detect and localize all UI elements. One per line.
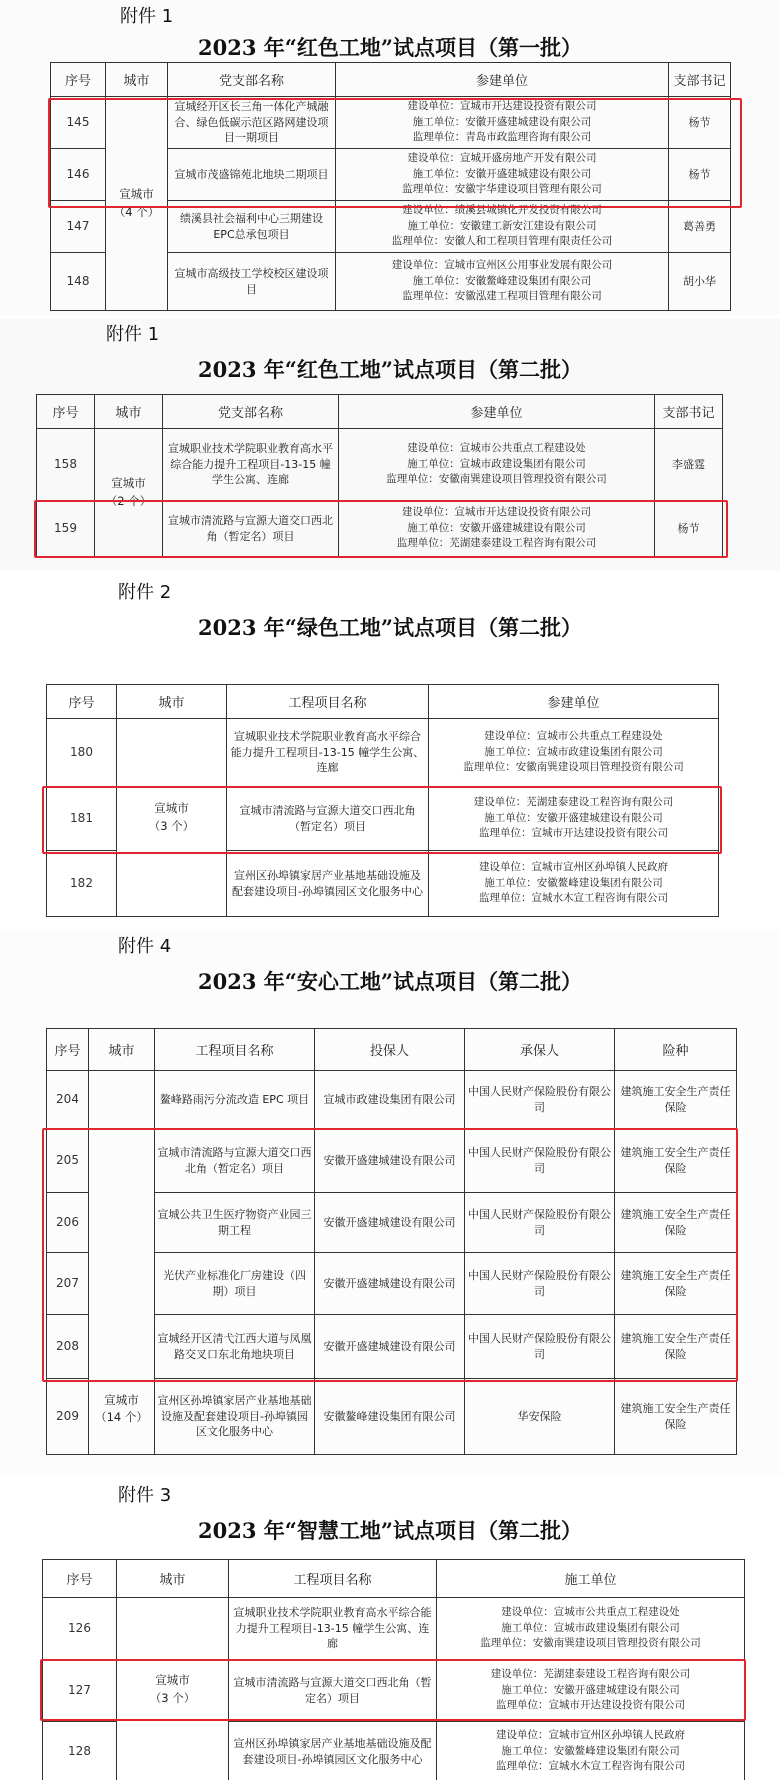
row-no: 209 xyxy=(47,1379,89,1455)
city-count: （3 个） xyxy=(149,1690,196,1705)
header-branch-name: 党支部名称 xyxy=(163,395,339,429)
row-no: 182 xyxy=(47,851,117,917)
row-no: 127 xyxy=(43,1660,117,1722)
section-safe-site-batch-2 xyxy=(0,930,780,1475)
row-name: 宣城职业技术学院职业教育高水平综合能力提升工程项目-13-15 幢学生公寓、连廊 xyxy=(229,1598,437,1660)
city-count: （14 个） xyxy=(95,1409,148,1424)
row-insured: 宣城市政建设集团有限公司 xyxy=(315,1071,465,1129)
table-row xyxy=(47,1071,737,1129)
row-secretary: 李盛霆 xyxy=(655,429,723,501)
section-title: 2023 年“安心工地”试点项目（第二批） xyxy=(198,969,582,994)
row-name: 宣城职业技术学院职业教育高水平综合能力提升工程项目-13-15 幢学生公寓、连廊 xyxy=(163,429,339,501)
row-insurer: 中国人民财产保险股份有限公司 xyxy=(465,1129,615,1193)
row-no: 145 xyxy=(51,97,106,149)
header-city: 城市 xyxy=(117,685,227,719)
row-secretary: 胡小华 xyxy=(669,253,731,311)
table-row xyxy=(37,429,723,501)
city-cell xyxy=(117,719,227,917)
row-no: 181 xyxy=(47,787,117,851)
row-insurance-type: 建筑施工安全生产责任保险 xyxy=(615,1379,737,1455)
city-count: （3 个） xyxy=(148,818,195,833)
row-insured: 安徽开盛建城建设有限公司 xyxy=(315,1193,465,1253)
row-insurance-type: 建筑施工安全生产责任保险 xyxy=(615,1253,737,1315)
row-insurer: 中国人民财产保险股份有限公司 xyxy=(465,1315,615,1379)
row-secretary: 杨节 xyxy=(655,501,723,557)
row-name: 宣州区孙埠镇家居产业基地基础设施及配套建设项目-孙埠镇园区文化服务中心 xyxy=(155,1379,315,1455)
row-name: 宣城经开区长三角一体化产城融合、绿色低碳示范区路网建设项目一期项目 xyxy=(168,97,336,149)
row-name: 宣城职业技术学院职业教育高水平综合能力提升工程项目-13-15 幢学生公寓、连廊 xyxy=(227,719,429,787)
row-insured: 安徽鳌峰建设集团有限公司 xyxy=(315,1379,465,1455)
header-insurance-type: 险种 xyxy=(615,1029,737,1071)
row-no: 147 xyxy=(51,201,106,253)
row-no: 128 xyxy=(43,1722,117,1780)
row-units: 建设单位：宣城市宣州区孙埠镇人民政府 施工单位：安徽鳌峰建设集团有限公司 监理单位：宣城水木宣工程咨询有限公司 xyxy=(429,851,719,917)
row-name: 宣城市清流路与宣源大道交口西北角（暂定名）项目 xyxy=(229,1660,437,1722)
header-units: 参建单位 xyxy=(336,63,669,97)
header-no: 序号 xyxy=(37,395,95,429)
header-contractor: 施工单位 xyxy=(437,1560,745,1598)
row-units: 建设单位：宣城市宣州区公用事业发展有限公司 施工单位：安徽鳌峰建设集团有限公司 监理单位：安徽泓建工程项目管理有限公司 xyxy=(336,253,669,311)
header-branch-name: 党支部名称 xyxy=(168,63,336,97)
row-name: 绩溪县社会福利中心三期建设EPC总承包项目 xyxy=(168,201,336,253)
city-name: 宣城市 xyxy=(119,187,154,202)
header-city: 城市 xyxy=(89,1029,155,1071)
header-no: 序号 xyxy=(47,1029,89,1071)
city-name: 宣城市 xyxy=(104,1392,139,1407)
city-cell xyxy=(95,429,163,557)
row-name: 宣城公共卫生医疗物资产业园三期工程 xyxy=(155,1193,315,1253)
table-row xyxy=(47,719,719,787)
row-name: 宣州区孙埠镇家居产业基地基础设施及配套建设项目-孙埠镇园区文化服务中心 xyxy=(227,851,429,917)
row-insurance-type: 建筑施工安全生产责任保险 xyxy=(615,1129,737,1193)
row-name: 宣城市清流路与宣源大道交口西北角（暂定名）项目 xyxy=(227,787,429,851)
row-name: 宣城市高级技工学校校区建设项目 xyxy=(168,253,336,311)
city-count: （2 个） xyxy=(105,493,152,508)
row-name: 光伏产业标准化厂房建设（四期）项目 xyxy=(155,1253,315,1315)
row-insurer: 中国人民财产保险股份有限公司 xyxy=(465,1193,615,1253)
row-no: 146 xyxy=(51,149,106,201)
city-cell xyxy=(89,1071,155,1455)
header-insurer: 承保人 xyxy=(465,1029,615,1071)
row-units: 建设单位：宣城市公共重点工程建设处 施工单位：宣城市政建设集团有限公司 监理单位：安徽南巽建设项目管理投资有限公司 xyxy=(339,429,655,501)
row-units: 建设单位：宣城市开达建设投资有限公司 施工单位：安徽开盛建城建设有限公司 监理单位：青岛市政监理咨询有限公司 xyxy=(336,97,669,149)
city-name: 宣城市 xyxy=(155,1673,190,1688)
row-no: 207 xyxy=(47,1253,89,1315)
row-insurance-type: 建筑施工安全生产责任保险 xyxy=(615,1071,737,1129)
row-secretary: 葛善勇 xyxy=(669,201,731,253)
annex-label: 附件 3 xyxy=(118,1485,172,1506)
row-insurer: 中国人民财产保险股份有限公司 xyxy=(465,1071,615,1129)
header-insured: 投保人 xyxy=(315,1029,465,1071)
green-site-table xyxy=(46,684,719,917)
city-count: （4 个） xyxy=(113,204,160,219)
header-units: 参建单位 xyxy=(339,395,655,429)
row-no: 159 xyxy=(37,501,95,557)
smart-site-table xyxy=(42,1559,745,1780)
header-no: 序号 xyxy=(47,685,117,719)
section-title: 2023 年“绿色工地”试点项目（第二批） xyxy=(198,615,582,640)
red-site-table-1 xyxy=(50,62,731,311)
row-no: 208 xyxy=(47,1315,89,1379)
city-cell xyxy=(117,1598,229,1780)
header-secretary: 支部书记 xyxy=(655,395,723,429)
row-no: 148 xyxy=(51,253,106,311)
section-title: 2023 年“红色工地”试点项目（第一批） xyxy=(198,35,582,60)
table-row xyxy=(43,1598,745,1660)
row-units: 建设单位：芜湖建泰建设工程咨询有限公司 施工单位：安徽开盛建城建设有限公司 监理单位：宣城市开达建设投资有限公司 xyxy=(437,1660,745,1722)
row-no: 180 xyxy=(47,719,117,787)
header-project-name: 工程项目名称 xyxy=(227,685,429,719)
annex-label: 附件 1 xyxy=(106,324,160,345)
row-no: 206 xyxy=(47,1193,89,1253)
row-units: 建设单位：芜湖建泰建设工程咨询有限公司 施工单位：安徽开盛建城建设有限公司 监理单位：宣城市开达建设投资有限公司 xyxy=(429,787,719,851)
city-name: 宣城市 xyxy=(154,801,189,816)
row-units: 建设单位：宣城市公共重点工程建设处 施工单位：宣城市政建设集团有限公司 监理单位：安徽南巽建设项目管理投资有限公司 xyxy=(429,719,719,787)
row-insured: 安徽开盛建城建设有限公司 xyxy=(315,1315,465,1379)
row-name: 宣城市茂盛锦苑北地块二期项目 xyxy=(168,149,336,201)
safe-site-table xyxy=(46,1028,737,1455)
row-insured: 安徽开盛建城建设有限公司 xyxy=(315,1129,465,1193)
header-units: 参建单位 xyxy=(429,685,719,719)
row-insurer: 中国人民财产保险股份有限公司 xyxy=(465,1253,615,1315)
annex-label: 附件 4 xyxy=(118,936,172,957)
row-no: 204 xyxy=(47,1071,89,1129)
header-project-name: 工程项目名称 xyxy=(155,1029,315,1071)
header-no: 序号 xyxy=(43,1560,117,1598)
row-units: 建设单位：宣城市宣州区孙埠镇人民政府 施工单位：安徽鳌峰建设集团有限公司 监理单位：宣城水木宣工程咨询有限公司 xyxy=(437,1722,745,1780)
row-insurance-type: 建筑施工安全生产责任保险 xyxy=(615,1193,737,1253)
table-row xyxy=(51,97,731,149)
row-no: 205 xyxy=(47,1129,89,1193)
row-insurer: 华安保险 xyxy=(465,1379,615,1455)
header-secretary: 支部书记 xyxy=(669,63,731,97)
row-name: 鳌峰路雨污分流改造 EPC 项目 xyxy=(155,1071,315,1129)
row-no: 158 xyxy=(37,429,95,501)
red-site-table-2 xyxy=(36,394,723,557)
row-secretary: 杨节 xyxy=(669,149,731,201)
row-name: 宣城市清流路与宣源大道交口西北角（暂定名）项目 xyxy=(155,1129,315,1193)
row-secretary: 杨节 xyxy=(669,97,731,149)
header-project-name: 工程项目名称 xyxy=(229,1560,437,1598)
header-city: 城市 xyxy=(117,1560,229,1598)
row-units: 建设单位：绩溪县城镇化开发投资有限公司 施工单位：安徽建工新安江建设有限公司 监理单位：安徽人和工程项目管理有限责任公司 xyxy=(336,201,669,253)
row-name: 宣州区孙埠镇家居产业基地基础设施及配套建设项目-孙埠镇园区文化服务中心 xyxy=(229,1722,437,1780)
row-insured: 安徽开盛建城建设有限公司 xyxy=(315,1253,465,1315)
annex-label: 附件 1 xyxy=(120,6,174,27)
row-name: 宣城市清流路与宣源大道交口西北角（暂定名）项目 xyxy=(163,501,339,557)
section-title: 2023 年“红色工地”试点项目（第二批） xyxy=(198,357,582,382)
row-name: 宣城经开区清弋江西大道与凤凰路交叉口东北角地块项目 xyxy=(155,1315,315,1379)
row-insurance-type: 建筑施工安全生产责任保险 xyxy=(615,1315,737,1379)
section-smart-site-batch-2 xyxy=(0,1477,780,1780)
city-cell xyxy=(106,97,168,311)
city-name: 宣城市 xyxy=(111,476,146,491)
row-units: 建设单位：宣城开盛房地产开发有限公司 施工单位：安徽开盛建城建设有限公司 监理单位：安徽宇华建设项目管理有限公司 xyxy=(336,149,669,201)
section-title: 2023 年“智慧工地”试点项目（第二批） xyxy=(198,1518,582,1543)
section-red-site-batch-1 xyxy=(0,0,780,315)
row-units: 建设单位：宣城市开达建设投资有限公司 施工单位：安徽开盛建城建设有限公司 监理单位：芜湖建泰建设工程咨询有限公司 xyxy=(339,501,655,557)
header-city: 城市 xyxy=(95,395,163,429)
row-units: 建设单位：宣城市公共重点工程建设处 施工单位：宣城市政建设集团有限公司 监理单位：安徽南巽建设项目管理投资有限公司 xyxy=(437,1598,745,1660)
header-city: 城市 xyxy=(106,63,168,97)
annex-label: 附件 2 xyxy=(118,582,172,603)
section-green-site-batch-2 xyxy=(0,572,780,928)
section-red-site-batch-2 xyxy=(0,318,780,570)
header-no: 序号 xyxy=(51,63,106,97)
row-no: 126 xyxy=(43,1598,117,1660)
